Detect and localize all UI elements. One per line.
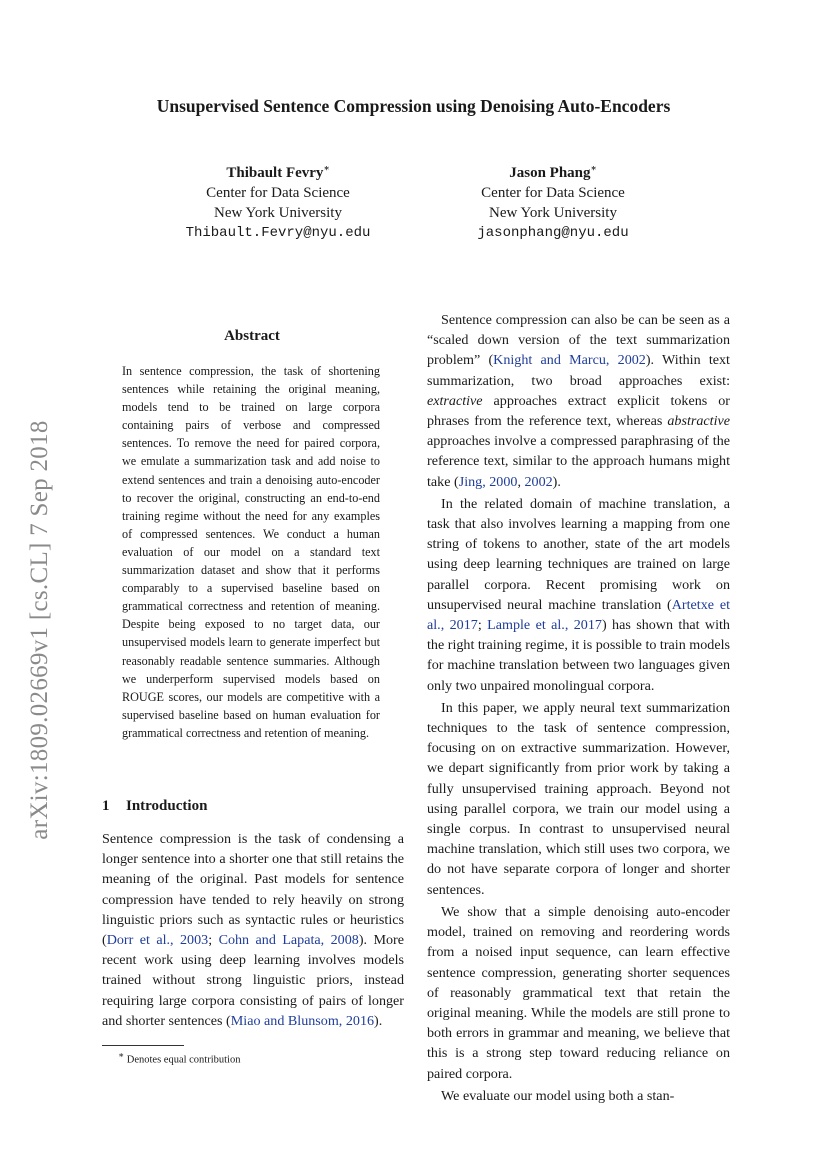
intro-left-column [102,829,404,1033]
citation-link[interactable]: Knight and Marcu, 2002 [493,352,646,369]
abstract-heading: Abstract [224,328,280,344]
author-university: New York University [214,205,342,221]
author-email[interactable]: jasonphang@nyu.edu [477,225,629,241]
author-affiliation: Center for Data Science [206,185,350,201]
citation-link[interactable]: Lample et al., 2017 [487,617,602,634]
citation-link[interactable]: Miao and Blunsom, 2016 [230,1012,375,1029]
paragraph: We show that a simple denoising auto-encoder model, trained on removing and reordering words from a noised input sequence, can learn effective sentence compression, generating shorter sequences of reasonably grammatical text that retain the original meaning. While the models are still prone to both errors in grammar and meaning, we believe that this is a strong step toward reducing reliance on paired corpora. [427,903,730,1082]
paper-title: Unsupervised Sentence Compression using Denoising Auto-Encoders [156,96,671,116]
citation-link[interactable]: Jing, 2000 [458,473,518,490]
author-name: Thibault Fevry∗ [226,163,330,181]
author-affiliation: Center for Data Science [481,185,625,201]
author-block [148,158,408,243]
arxiv-identifier: arXiv:1809.02669v1 [cs.CL] 7 Sep 2018 [26,420,53,840]
author-name: Jason Phang∗ [509,163,597,181]
footnote: ∗ Denotes equal contribution [118,1050,241,1066]
paragraph: In this paper, we apply neural text summarization techniques to the task of sentence compression, focusing on on extractive summarization. However, we depart significantly from prior work by taking a fully unsupervised training approach. Beyond not using parallel corpora, we train our model using a single corpus. In contrast to unsupervised neural machine translation, which still uses two corpora, we do not have separate corpora of longer and shorter sentences. [427,699,730,898]
citation-link[interactable]: 2002 [524,473,553,490]
paragraph: Sentence compression is the task of condensing a longer sentence into a shorter one that still retains the meaning of the original. Past models for sentence compression have tended to rely heavily on strong linguistic priors such as syntactic rules or heuristics (Dorr et al., 2003; Cohn and Lapata, 2008). More recent work using deep learning involves models trained without strong linguistic priors, instead requiring large corpora consisting of pairs of longer and shorter sentences (Miao and Blunsom, 2016). [102,831,404,1029]
section-title: Introduction [126,798,208,814]
citation-link[interactable]: Dorr et al., 2003 [106,932,209,949]
citation-link[interactable]: Artetxe et al., 2017 [427,596,730,634]
paragraph: Sentence compression can also be can be seen as a “scaled down version of the text summarization problem” (Knight and Marcu, 2002). Within text summarization, two broad approaches exist: extractive approaches extract explicit tokens or phrases from the reference text, whereas abstractive approaches involve a compressed paraphrasing of the reference text, similar to the approach humans might take (Jing, 2000, 2002). [427,312,730,490]
section-heading [102,798,207,815]
footnote-divider [102,1045,184,1046]
abstract-text: In sentence compression, the task of shortening sentences while retaining the original meaning, models tend to be trained on large corpora containing pairs of verbose and compressed sentences. To remove the need for paired corpora, we emulate a summarization task and add noise to extend sentences and train a denoising auto-encoder to recover the original, constructing an end-to-end training regime without the need for any examples of compressed sentences. We conduct a human evaluation of our model on a standard text summarization dataset and show that it performs comparably to a supervised baseline based on grammatical correctness and retention of meaning. Despite being exposed to no target data, our unsupervised models learn to generate imperfect but reasonably readable sentence summaries. Although we underperform supervised models based on ROUGE scores, our models are competitive with a supervised baseline based on human evaluation for grammatical correctness and retention of meaning. [122,364,380,740]
author-block [423,158,683,243]
author-email[interactable]: Thibault.Fevry@nyu.edu [185,225,371,241]
intro-right-column [427,310,730,1108]
citation-link[interactable]: Cohn and Lapata, 2008 [218,932,359,949]
author-university: New York University [489,205,617,221]
paragraph: We evaluate our model using both a stan- [441,1087,675,1104]
section-number: 1 [102,798,110,814]
paragraph: In the related domain of machine translation, a task that also involves learning a mapping from one string of tokens to another, state of the art models using deep learning techniques are trained on large parallel corpora. Recent promising work on unsupervised neural machine translation (Artetxe et al., 2017; Lample et al., 2017) has shown that with the right training regime, it is possible to train models for machine translation between two languages given only two unpaired monolingual corpora. [427,495,730,694]
